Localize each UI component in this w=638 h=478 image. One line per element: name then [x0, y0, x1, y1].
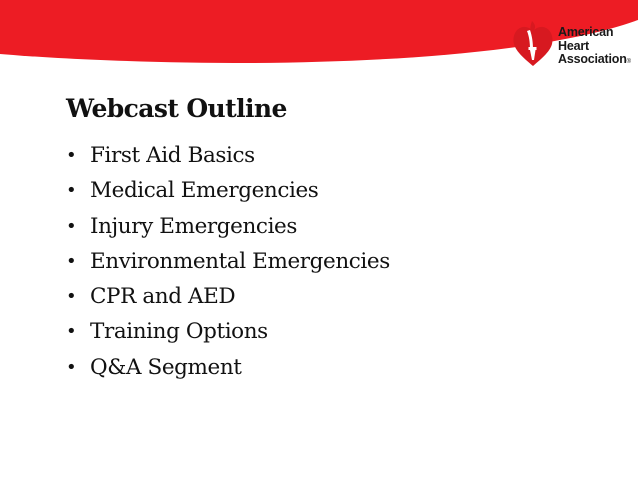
bullet-item-environmental-emergencies — [64, 247, 390, 282]
bullet-item-first-aid-basics — [64, 141, 390, 176]
registered-mark: ® — [626, 59, 631, 65]
bullet-text: Medical Emergencies — [90, 178, 319, 204]
outline-bullet-list — [64, 141, 390, 388]
bullet-text: Training Options — [90, 319, 268, 345]
logo-line-heart: Heart — [558, 38, 589, 53]
bullet-text: First Aid Basics — [90, 143, 255, 168]
logo-line-american: American — [558, 25, 614, 39]
bullet-item-training-options — [64, 317, 390, 352]
bullet-dot-icon: • — [66, 286, 77, 308]
bullet-dot-icon: • — [66, 215, 77, 237]
bullet-text: Injury Emergencies — [90, 213, 298, 239]
logo-line-association-text: Association — [558, 52, 627, 66]
bullet-text: Q&A Segment — [90, 354, 242, 380]
aha-logo — [512, 18, 636, 70]
bullet-text: CPR and AED — [90, 284, 236, 310]
bullet-item-cpr-and-aed — [64, 282, 390, 317]
bullet-dot-icon: • — [66, 145, 77, 166]
heart-torch-icon — [512, 20, 554, 68]
logo-line-association — [558, 53, 631, 70]
bullet-item-medical-emergencies — [64, 176, 390, 211]
slide-title: Webcast Outline — [66, 94, 287, 123]
bullet-dot-icon: • — [66, 180, 77, 202]
logo-wordmark — [558, 26, 631, 70]
bullet-text: Environmental Emergencies — [90, 248, 390, 274]
bullet-item-qa-segment — [64, 353, 390, 388]
bullet-dot-icon: • — [66, 250, 77, 272]
bullet-dot-icon: • — [66, 356, 77, 378]
bullet-item-injury-emergencies — [64, 212, 390, 247]
bullet-dot-icon: • — [66, 321, 77, 343]
